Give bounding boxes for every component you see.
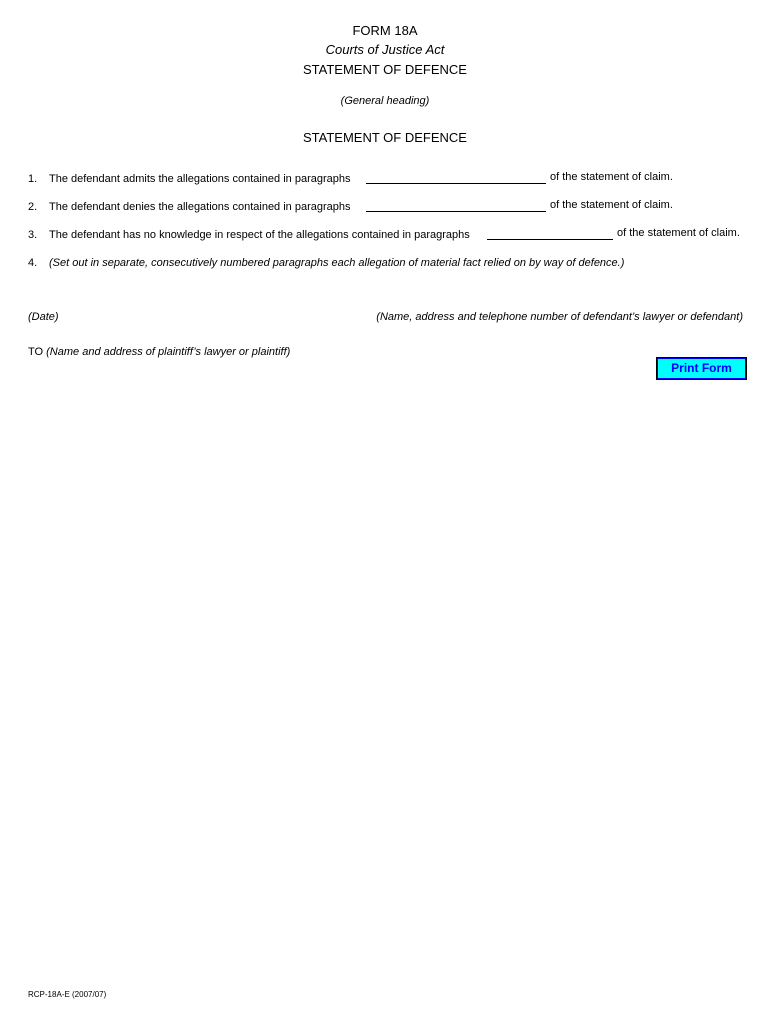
paragraph-2-tail: of the statement of claim. xyxy=(550,199,673,211)
paragraph-3-field[interactable] xyxy=(487,227,613,240)
paragraph-3-tail: of the statement of claim. xyxy=(617,227,740,239)
form-number: FORM 18A xyxy=(352,23,418,38)
paragraph-1-number: 1. xyxy=(28,173,38,185)
paragraph-1-tail: of the statement of claim. xyxy=(550,171,673,183)
paragraph-3-text: The defendant has no knowledge in respect of the allegations contained in paragraphs xyxy=(49,229,470,241)
defendant-lawyer-label: (Name, address and telephone number of defendant’s lawyer or defendant) xyxy=(376,311,743,323)
paragraph-2-field[interactable] xyxy=(366,199,546,212)
form-title: STATEMENT OF DEFENCE xyxy=(303,62,467,77)
paragraph-2-number: 2. xyxy=(28,201,38,213)
plaintiff-lawyer-label: (Name and address of plaintiff’s lawyer or plaintiff) xyxy=(46,346,291,358)
act-name: Courts of Justice Act xyxy=(325,42,445,57)
general-heading: (General heading) xyxy=(340,95,430,107)
paragraph-3-number: 3. xyxy=(28,229,38,241)
paragraph-2-text: The defendant denies the allegations contained in paragraphs xyxy=(49,201,351,213)
paragraph-1-text: The defendant admits the allegations contained in paragraphs xyxy=(49,173,351,185)
date-label: (Date) xyxy=(28,311,59,323)
paragraph-4-number: 4. xyxy=(28,257,38,269)
paragraph-4-text: (Set out in separate, consecutively numbered paragraphs each allegation of material fact relied on by way of defence.) xyxy=(49,257,625,269)
print-form-button[interactable]: Print Form xyxy=(656,357,747,380)
paragraph-1-field[interactable] xyxy=(366,171,546,184)
to-line xyxy=(28,346,290,358)
form-code: RCP-18A-E (2007/07) xyxy=(28,990,107,999)
section-title: STATEMENT OF DEFENCE xyxy=(303,130,467,145)
to-prefix: TO xyxy=(28,346,44,358)
